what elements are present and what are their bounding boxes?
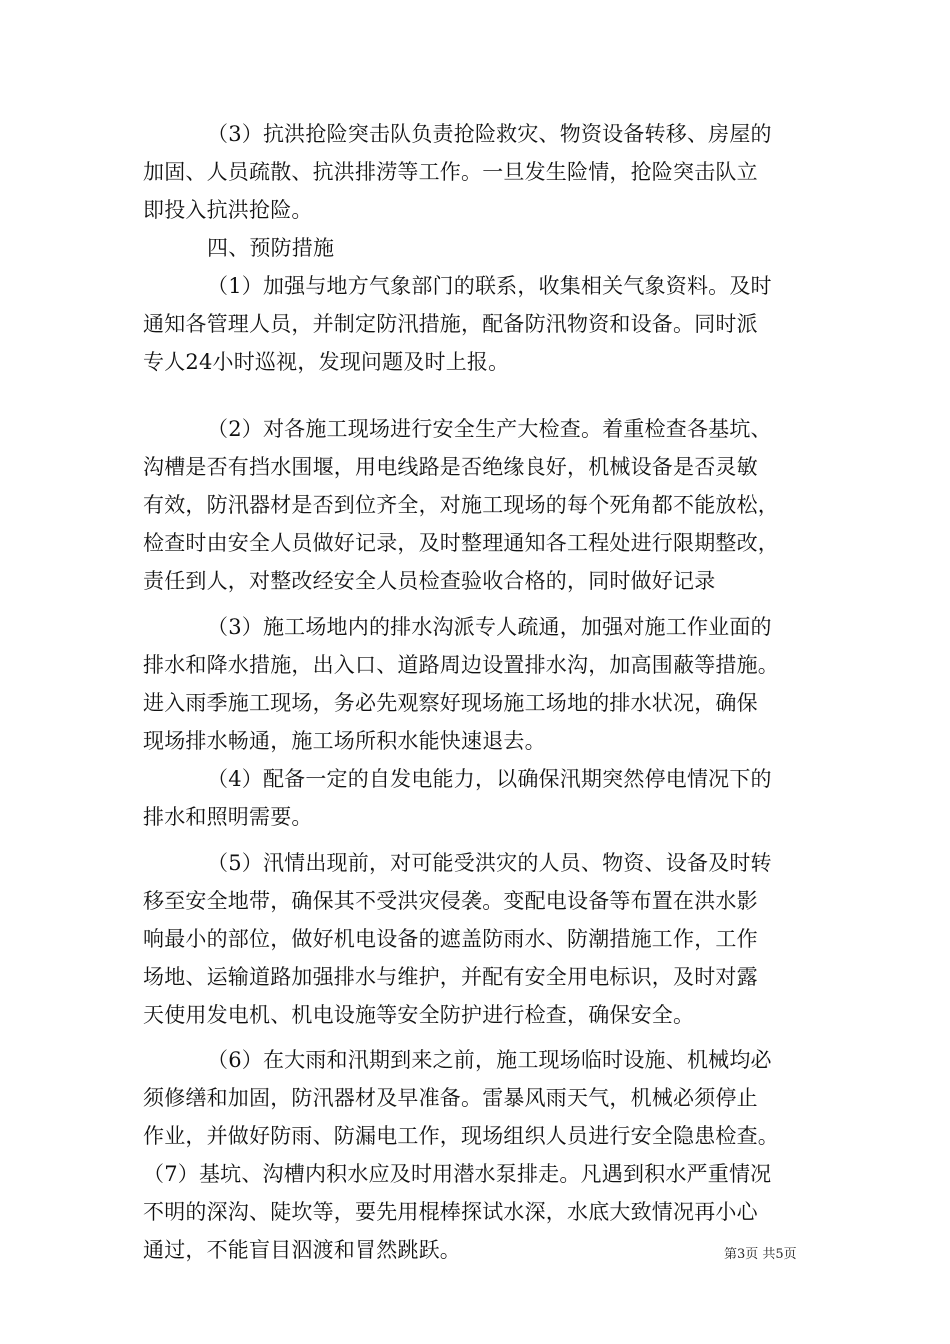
paragraph-line: （7）基坑、沟槽内积水应及时用潜水泵排走。凡遇到积水严重情况 bbox=[143, 1162, 772, 1186]
paragraph-line: 检查时由安全人员做好记录，及时整理通知各工程处进行限期整改， bbox=[143, 531, 779, 555]
paragraph-line: 沟槽是否有挡水围堰，用电线路是否绝缘良好，机械设备是否灵敏 bbox=[143, 455, 758, 479]
page-footer: 第3页 共5页 bbox=[724, 1247, 797, 1262]
paragraph-line: 即投入抗洪抢险。 bbox=[143, 198, 313, 222]
paragraph-line: 现场排水畅通，施工场所积水能快速退去。 bbox=[143, 729, 546, 753]
paragraph-line: 作业，并做好防雨、防漏电工作，现场组织人员进行安全隐患检查。 bbox=[143, 1124, 779, 1148]
paragraph-line: （4）配备一定的自发电能力，以确保汛期突然停电情况下的 bbox=[207, 767, 772, 791]
paragraph-line: 专人24小时巡视，发现问题及时上报。 bbox=[143, 350, 510, 374]
paragraph-line: （3）抗洪抢险突击队负责抢险救灾、物资设备转移、房屋的 bbox=[207, 122, 772, 146]
paragraph-line: （6）在大雨和汛期到来之前，施工现场临时设施、机械均必 bbox=[207, 1048, 772, 1072]
paragraph-line: 通知各管理人员，并制定防汛措施，配备防汛物资和设备。同时派 bbox=[143, 312, 758, 336]
section-heading: 四、预防措施 bbox=[207, 236, 335, 260]
paragraph-line: 排水和照明需要。 bbox=[143, 805, 313, 829]
paragraph-line: 移至安全地带，确保其不受洪灾侵袭。变配电设备等布置在洪水影 bbox=[143, 889, 758, 913]
paragraph-line: 进入雨季施工现场，务必先观察好现场施工场地的排水状况，确保 bbox=[143, 691, 758, 715]
paragraph-line: 责任到人，对整改经安全人员检查验收合格的，同时做好记录 bbox=[143, 569, 716, 593]
paragraph-line: 排水和降水措施，出入口、道路周边设置排水沟，加高围蔽等措施。 bbox=[143, 653, 779, 677]
paragraph-line: 响最小的部位，做好机电设备的遮盖防雨水、防潮措施工作，工作 bbox=[143, 927, 758, 951]
paragraph-line: 不明的深沟、陡坎等，要先用棍棒探试水深，水底大致情况再小心 bbox=[143, 1200, 758, 1224]
paragraph-line: （3）施工场地内的排水沟派专人疏通，加强对施工作业面的 bbox=[207, 615, 772, 639]
paragraph-line: 场地、运输道路加强排水与维护，并配有安全用电标识，及时对露 bbox=[143, 965, 758, 989]
paragraph-line: 须修缮和加固，防汛器材及早准备。雷暴风雨天气，机械必须停止 bbox=[143, 1086, 758, 1110]
paragraph-line: 有效，防汛器材是否到位齐全，对施工现场的每个死角都不能放松， bbox=[143, 493, 779, 517]
paragraph-line: （5）汛情出现前，对可能受洪灾的人员、物资、设备及时转 bbox=[207, 851, 772, 875]
paragraph-line: （1）加强与地方气象部门的联系，收集相关气象资料。及时 bbox=[207, 274, 772, 298]
paragraph-line: 加固、人员疏散、抗洪排涝等工作。一旦发生险情，抢险突击队立 bbox=[143, 160, 758, 184]
paragraph-line: 通过，不能盲目泅渡和冒然跳跃。 bbox=[143, 1238, 461, 1262]
paragraph-line: 天使用发电机、机电设施等安全防护进行检查，确保安全。 bbox=[143, 1003, 695, 1027]
paragraph-line: （2）对各施工现场进行安全生产大检查。着重检查各基坑、 bbox=[207, 417, 772, 441]
